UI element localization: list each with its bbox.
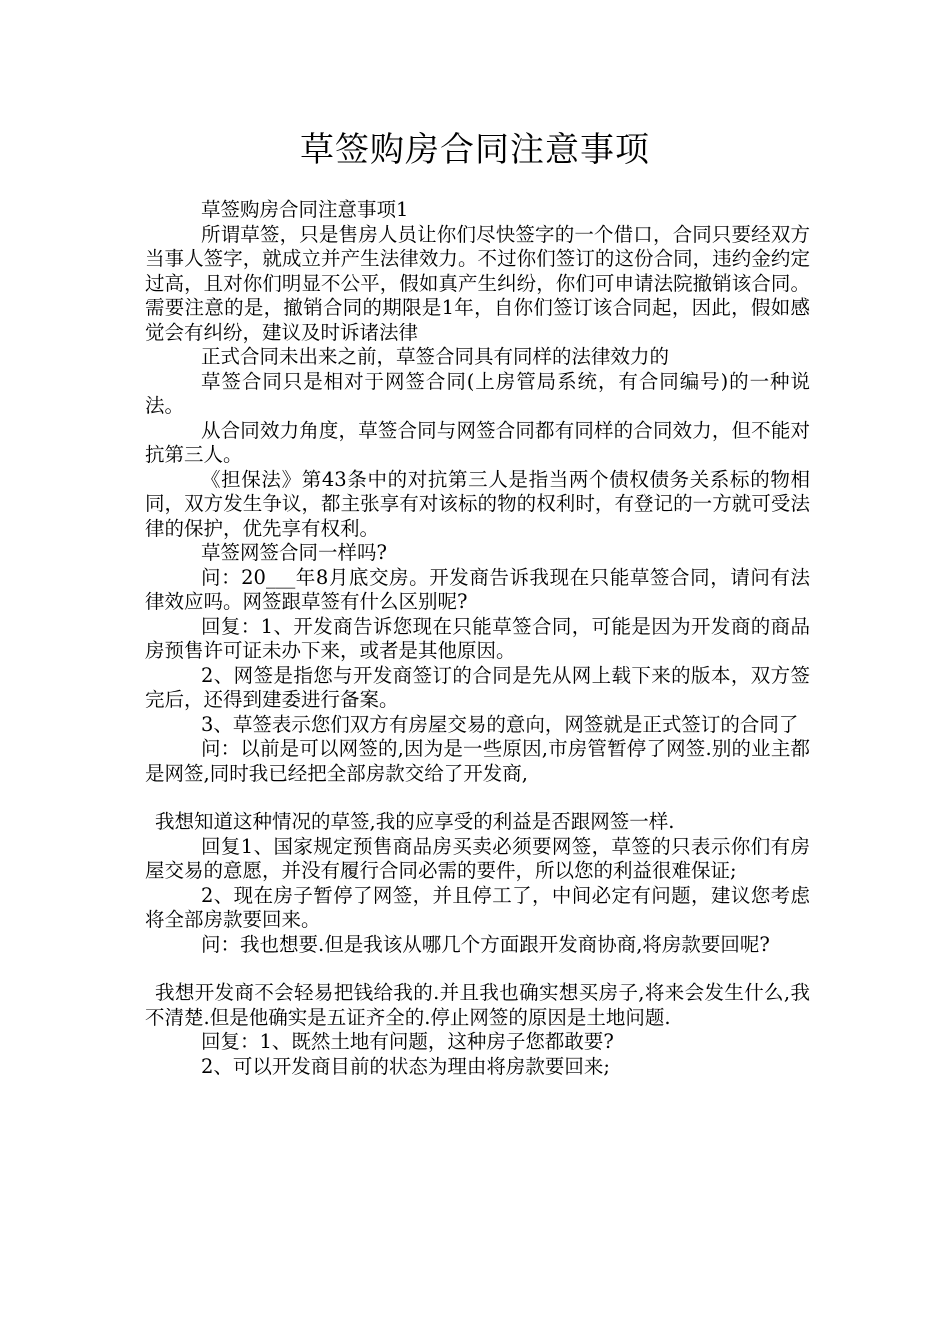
paragraph: 问：以前是可以网签的,因为是一些原因,市房管暂停了网签.别的业主都是网签,同时我已经把全部房款交给了开发商,	[145, 737, 810, 785]
paragraph: 回复：1、开发商告诉您现在只能草签合同，可能是因为开发商的商品房预售许可证未办下来，或者是其他原因。	[145, 614, 810, 662]
paragraph: 草签购房合同注意事项1	[201, 198, 409, 221]
paragraph: 草签网签合同一样吗?	[201, 541, 387, 564]
paragraph: 从合同效力角度，草签合同与网签合同都有同样的合同效力，但不能对抗第三人。	[145, 418, 810, 466]
paragraph: 2、网签是指您与开发商签订的合同是先从网上载下来的版本，双方签完后，还得到建委进行备案。	[145, 663, 810, 711]
paragraph: 回复：1、既然土地有问题，这种房子您都敢要?	[201, 1030, 614, 1053]
document-body	[145, 198, 810, 1079]
document-title: 草签购房合同注意事项	[300, 130, 650, 170]
paragraph: 问：我也想要.但是我该从哪几个方面跟开发商协商,将房款要回呢?	[201, 932, 770, 956]
paragraph: 2、现在房子暂停了网签，并且停工了，中间必定有问题，建议您考虑将全部房款要回来。	[145, 883, 810, 931]
paragraph: 所谓草签，只是售房人员让你们尽快签字的一个借口，合同只要经双方当事人签字，就成立并产生法律效力。不过你们签订的这份合同，违约金约定过高，且对你们明显不公平，假如真产生纠纷，你们可申请法院撤销该合同。需要注意的是，撤销合同的期限是1年，自你们签订该合同起，因此，假如感觉会有纠纷，建议及时诉诸法律	[145, 222, 810, 344]
paragraph: 正式合同未出来之前，草签合同具有同样的法律效力的	[201, 345, 670, 368]
paragraph: 《担保法》第43条中的对抗第三人是指当两个债权债务关系标的物相同，双方发生争议，都主张享有对该标的物的权利时，有登记的一方就可受法律的保护，优先享有权利。	[145, 467, 810, 540]
paragraph-gap	[145, 957, 810, 981]
paragraph: 回复1、国家规定预售商品房买卖必须要网签，草签的只表示你们有房屋交易的意愿，并没有履行合同必需的要件，所以您的利益很难保证;	[145, 834, 810, 882]
paragraph-gap	[145, 786, 810, 810]
paragraph: 3、草签表示您们双方有房屋交易的意向，网签就是正式签订的合同了	[201, 712, 799, 736]
paragraph: 2、可以开发商目前的状态为理由将房款要回来;	[201, 1054, 610, 1078]
paragraph: 草签合同只是相对于网签合同(上房管局系统，有合同编号)的一种说法。	[145, 369, 810, 417]
paragraph: 我想开发商不会轻易把钱给我的.并且我也确实想买房子,将来会发生什么,我不清楚.但是他确实是五证齐全的.停止网签的原因是土地问题.	[145, 981, 810, 1029]
paragraph: 我想知道这种情况的草签,我的应享受的利益是否跟网签一样.	[155, 810, 675, 833]
paragraph: 问：20___年8月底交房。开发商告诉我现在只能草签合同，请问有法律效应吗。网签跟草签有什么区别呢?	[145, 565, 810, 613]
